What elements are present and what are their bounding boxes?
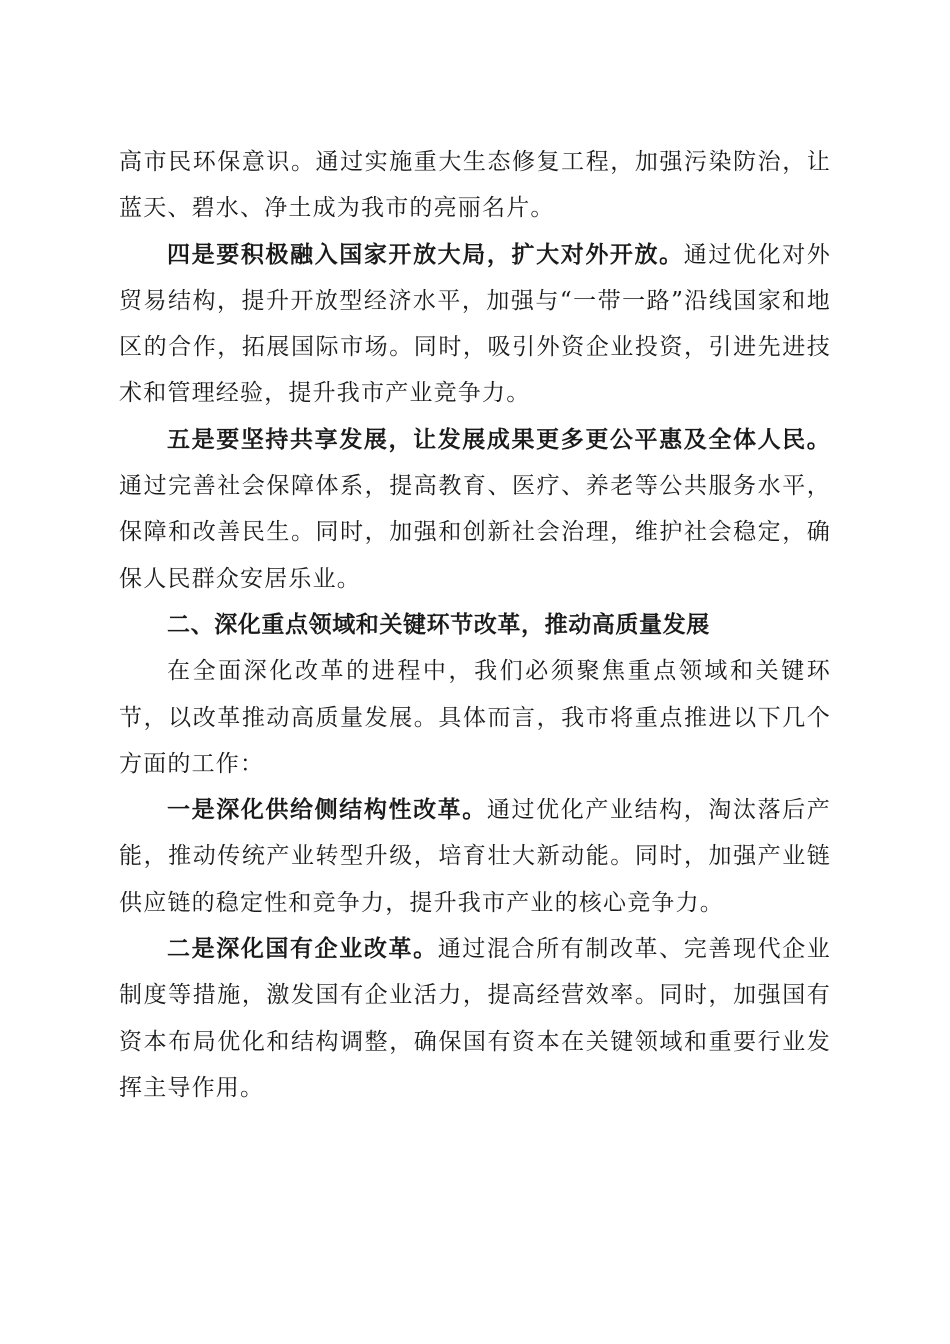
paragraph-lead: 五是要坚持共享发展，让发展成果更多更公平惠及全体人民。 [167, 425, 831, 453]
paragraph-item-one [119, 787, 831, 926]
paragraph-lead: 一是深化供给侧结构性改革。 [167, 796, 487, 824]
paragraph-continuation [119, 139, 831, 232]
paragraph-text: 通过混合所有制改革、完善现代企业制度等措施，激发国有企业活力，提高经营效率。同时，加强国有资本布局优化和结构调整，确保国有资本在关键领域和重要行业发挥主导作用。 [119, 936, 831, 1101]
section-heading: 二、深化重点领域和关键环节改革，推动高质量发展 [167, 611, 710, 638]
paragraph-text: 通过优化产业结构，淘汰落后产能，推动传统产业转型升级，培育壮大新动能。同时，加强产业链供应链的稳定性和竞争力，提升我市产业的核心竞争力。 [119, 797, 831, 916]
paragraph-item-two [119, 926, 831, 1111]
paragraph-text: 通过完善社会保障体系，提高教育、医疗、养老等公共服务水平，保障和改善民生。同时，加强和创新社会治理，维护社会稳定，确保人民群众安居乐业。 [119, 473, 831, 592]
paragraph-intro [119, 648, 831, 787]
document-body [119, 139, 831, 1111]
paragraph-text: 在全面深化改革的进程中，我们必须聚焦重点领域和关键环节，以改革推动高质量发展。具体而言，我市将重点推进以下几个方面的工作： [119, 658, 831, 777]
paragraph-text: 高市民环保意识。通过实施重大生态修复工程，加强污染防治，让蓝天、碧水、净土成为我市的亮丽名片。 [119, 149, 831, 222]
paragraph-lead: 二是深化国有企业改革。 [167, 935, 438, 963]
paragraph-lead: 四是要积极融入国家开放大局，扩大对外开放。 [167, 240, 684, 268]
paragraph-item-four [119, 232, 831, 417]
paragraph-text: 通过优化对外贸易结构，提升开放型经济水平，加强与“一带一路”沿线国家和地区的合作，拓展国际市场。同时，吸引外资企业投资，引进先进技术和管理经验，提升我市产业竞争力。 [119, 241, 832, 407]
paragraph-item-five [119, 417, 831, 602]
